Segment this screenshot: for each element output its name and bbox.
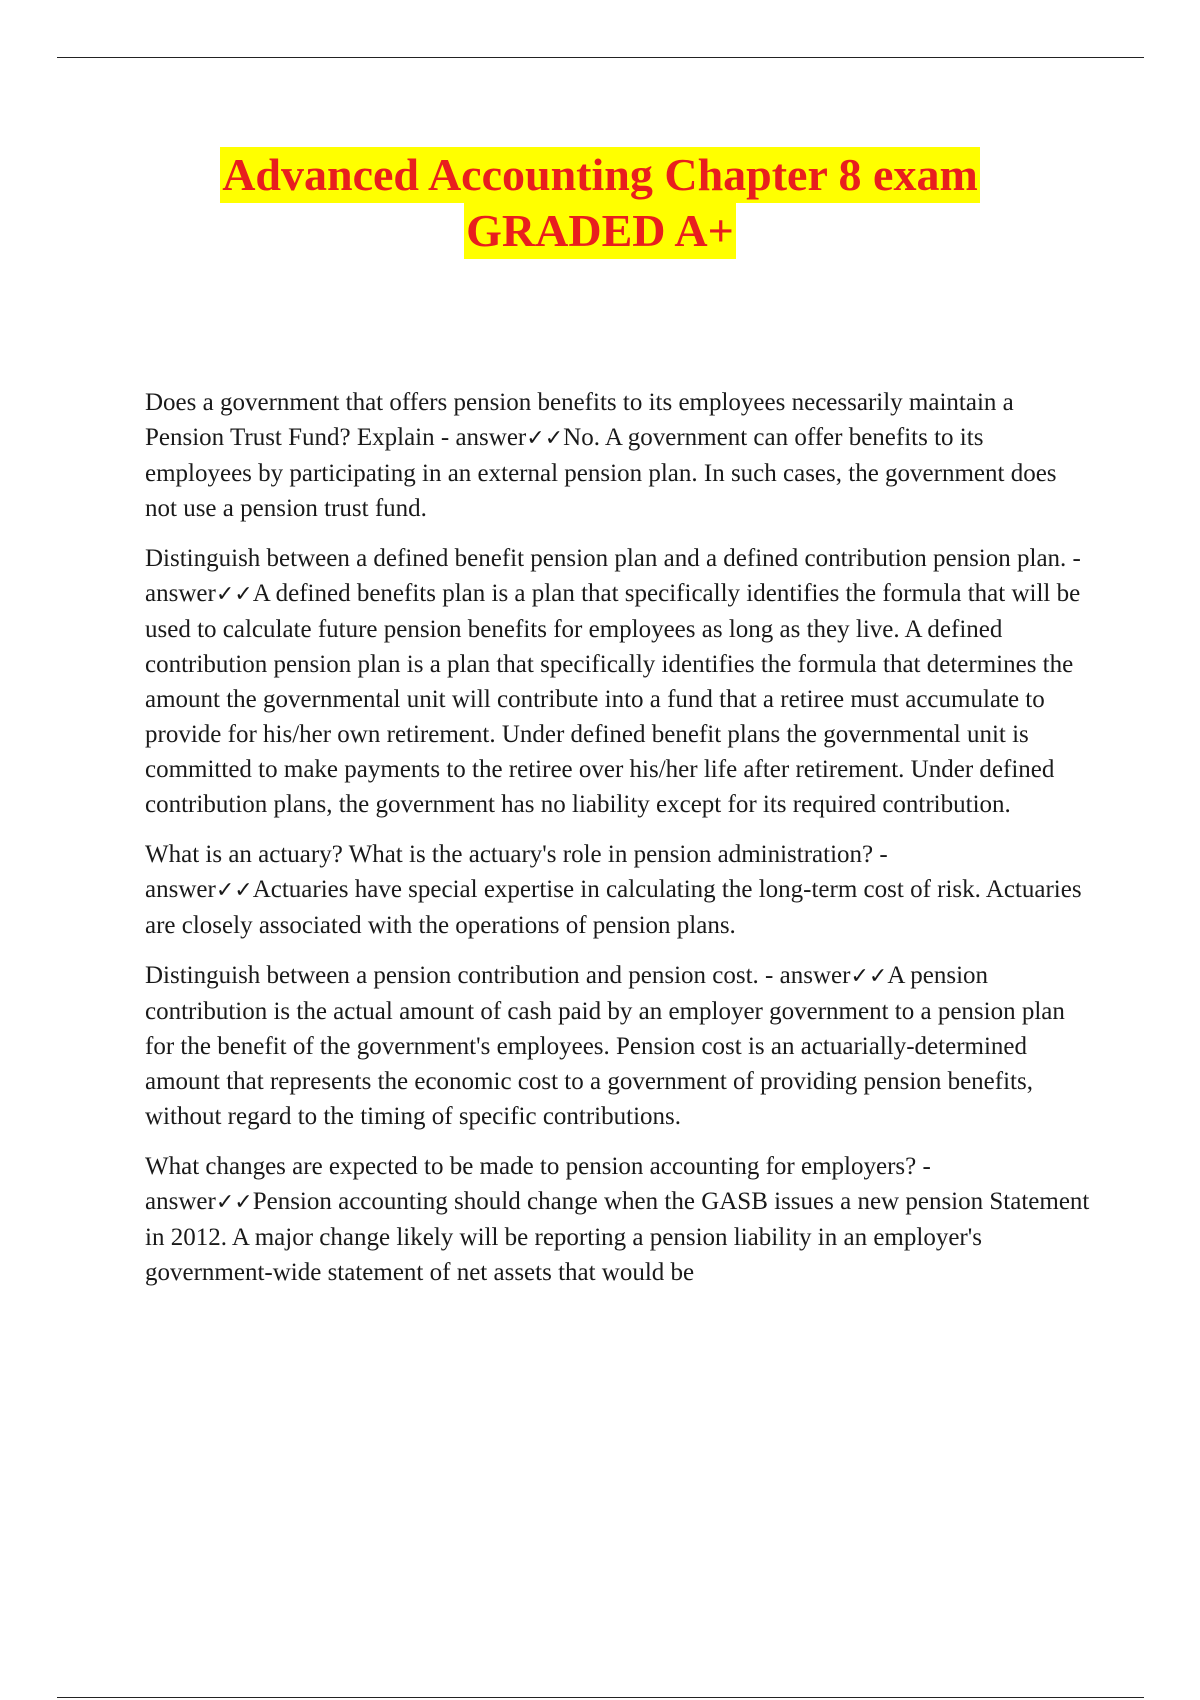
answer-label: answer [455,424,527,451]
document-title [0,147,1200,259]
top-rule [57,57,1144,58]
double-check-icon: ✓✓ [215,582,253,607]
qa-item-3 [145,837,1090,943]
question-text: Distinguish between a pension contribution and pension cost. - [145,962,780,989]
qa-item-1 [145,385,1090,526]
answer-text: A defined benefits plan is a plan that specifically identifies the formula that will be used to calculate future pension benefits for employees as long as they live. A defined contribution pension plan is a plan that specifically identifies the formula that determines the amount the governmental unit will contribute into a fund that a retiree must accumulate to provide for his/her own retirement. Under defined benefit plans the governmental unit is committed to make payments to the retiree over his/her life after retirement. Under defined contribution plans, the government has no liability except for its required contribution. [145,580,1081,818]
question-text: What is an actuary? What is the actuary's role in pension administration? - [145,841,888,868]
title-line-2: GRADED A+ [464,203,736,259]
question-text: What changes are expected to be made to pension accounting for employers? - [145,1153,931,1180]
title-line-1: Advanced Accounting Chapter 8 exam [220,147,980,203]
answer-text: No. A government can offer benefits to its employees by participating in an external pension plan. In such cases, the government does not use a pension trust fund. [145,424,1057,522]
qa-item-4 [145,958,1090,1134]
answer-text: Pension accounting should change when the GASB issues a new pension Statement in 2012. A major change likely will be reporting a pension liability in an employer's government-wide statement of net assets that would be [145,1188,1090,1286]
double-check-icon: ✓✓ [526,426,564,451]
answer-text: Actuaries have special expertise in calculating the long-term cost of risk. Actuaries are closely associated with the operations of pension plans. [145,876,1082,939]
qa-item-2 [145,541,1090,822]
answer-label: answer [145,580,216,607]
answer-label: answer [145,1188,216,1215]
double-check-icon: ✓✓ [850,964,888,989]
qa-item-5 [145,1149,1090,1290]
double-check-icon: ✓✓ [215,1190,253,1215]
question-text: Does a government that offers pension benefits to its employees necessarily maintain a Pension Trust Fund? Explain - [145,389,1014,451]
qa-list [145,385,1090,1305]
answer-label: answer [779,962,851,989]
double-check-icon: ✓✓ [215,878,253,903]
bottom-rule [57,1697,1144,1698]
question-text: Distinguish between a defined benefit pension plan and a defined contribution pension plan. - [145,545,1081,572]
answer-text: A pension contribution is the actual amount of cash paid by an employer government to a pension plan for the benefit of the government's employees. Pension cost is an actuarially-determined amount that represents the economic cost to a government of providing pension benefits, without regard to the timing of specific contributions. [145,962,1065,1130]
answer-label: answer [145,876,216,903]
